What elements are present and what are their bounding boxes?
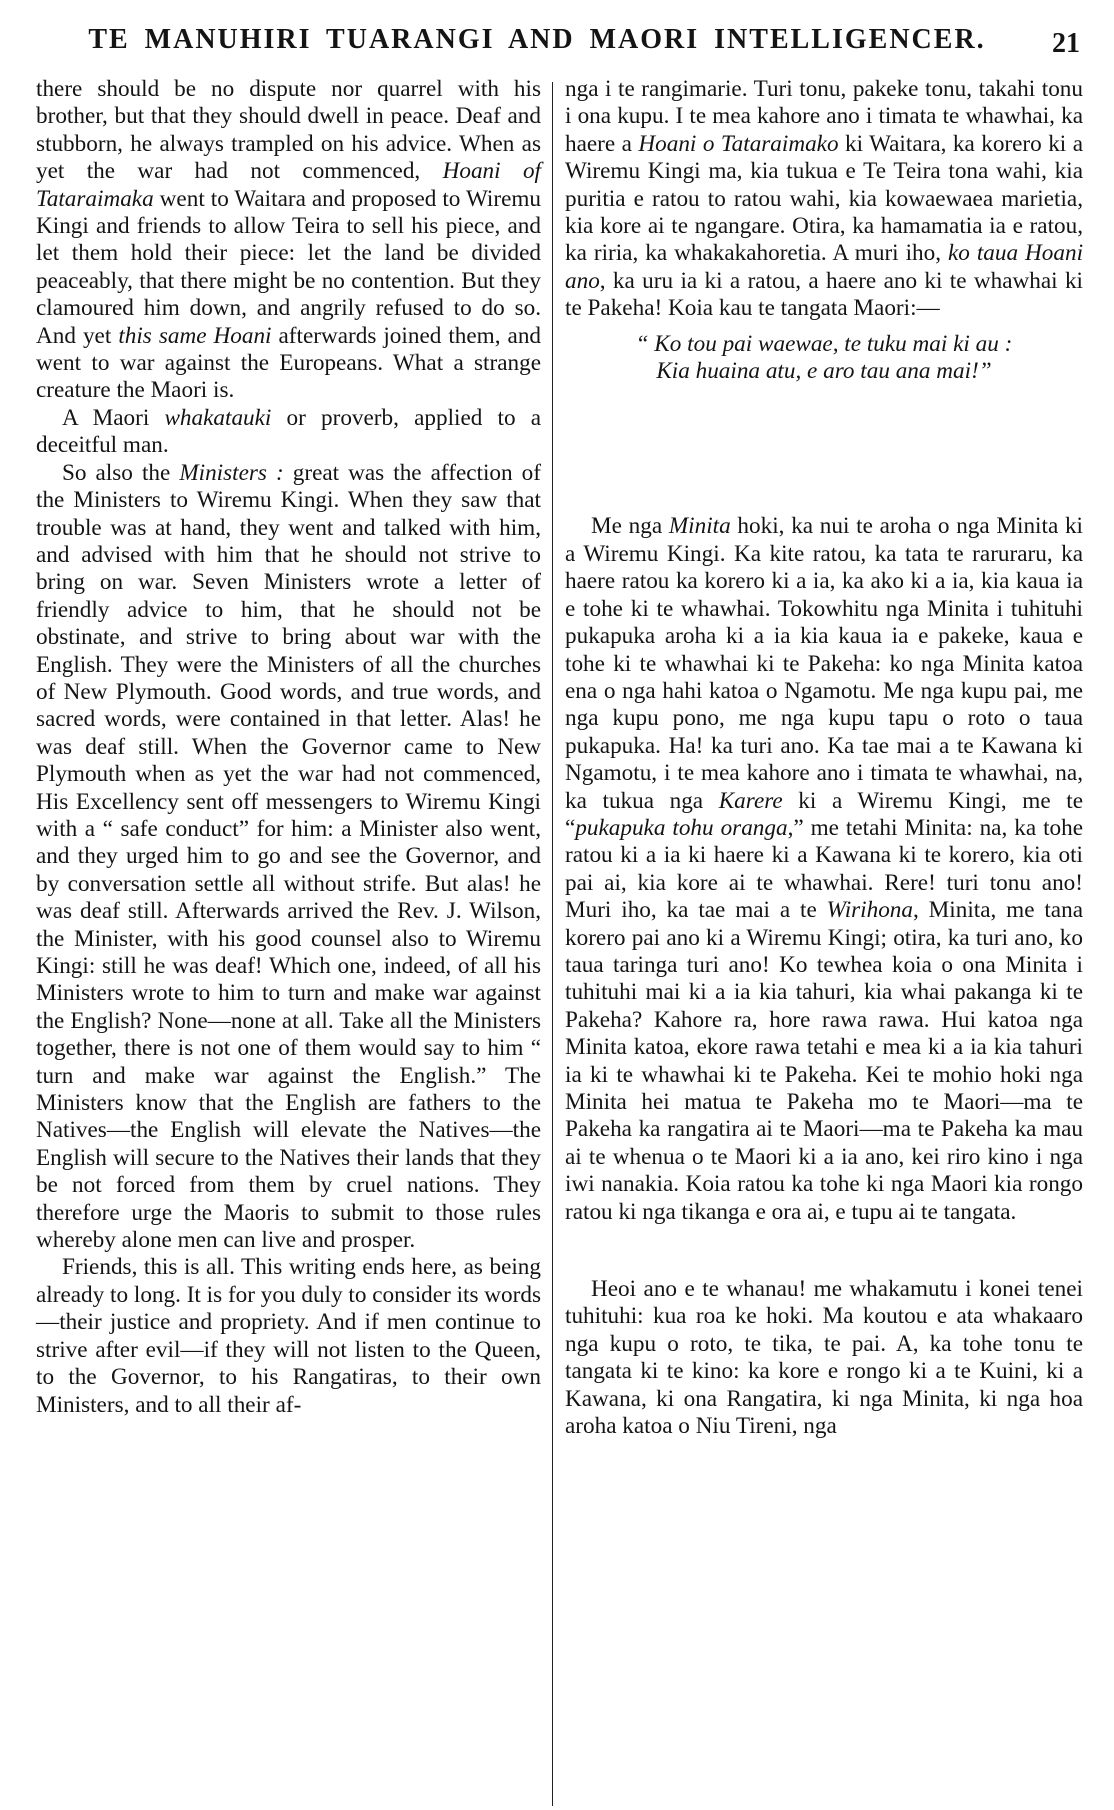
english-paragraph-closing [36, 1254, 541, 1418]
italic-text-run: Karere [718, 787, 783, 814]
maori-proverb-verse [565, 331, 1083, 386]
text-run: ki Waitara, ka korero ki a Wiremu Kingi ma, kia tukua e Te Teira tona wahi, kia puritia e ratou to ratou wahi, kia kowaewaea marietia, kia kore ai te ngangare. Otira, ka hamamatia ia e ratou, ka riria, ka whakakahoretia. A muri iho, [565, 130, 1083, 267]
english-column [36, 76, 541, 1419]
text-run: hoki, ka nui te aroha o nga Minita ki a Wiremu Kingi. Ka kite ratou, ka tata te raruraru, ka haere ratou ka korero ki a ia, ka ako ki a ia, kia kaua ia e tohe ki te whawhai. Tokowhitu nga Minita i tuhituhi pukapuka aroha ki a ia kia kaua ia e pakeke, kaua e tohe ki te whawhai ki te Pakeha: ko nga Minita katoa ena o nga hahi katoa o Ngamotu. Me nga kupu pai, me nga kupu pono, me nga kupu tapu o roto o taua pukapuka. Ha! ka turi ano. Ka tae mai a te Kawana ki Ngamotu, i te mea kahore ano i timata te whawhai, na, ka tukua nga [565, 513, 1084, 814]
text-run: there should be no dispute nor quarrel with his brother, but that they should dwell in peace. Deaf and stubborn, he always trampled on his advice. When as yet the war had not commenced, [36, 76, 541, 185]
text-run: great was the affection of the Ministers to Wiremu Kingi. When they saw that trouble was at hand, they went and talked with him, and advised with him that he should not strive to bring on war. Seven Ministers wrote a letter of friendly advice to him, that he should not be obstinate, and strive to bring about war with the English. They were the Ministers of all the churches of New Plymouth. Good words, and true words, and sacred words, were contained in that letter. Alas! he was deaf still. When the Governor came to New Plymouth when as yet the war had not commenced, His Excellency sent off messengers to Wiremu Kingi with a “ safe conduct” for him: a Minister also went, and they urged him to go and see the Governor, and by conversation settle all without strife. But alas! he was deaf still. Afterwards arrived the Rev. J. Wilson, the Minister, with his good counsel also to Wiremu Kingi: still he was deaf! Which one, indeed, of all his Ministers wrote to him to turn and make war against the English? None—none at all. Take all the Ministers together, there is not one of them would say to him “ turn and make war against the English.” The Ministers know that the English are fathers to the Natives—the English will elevate the Natives—the English will secure to the Natives their lands that they be not forced from them by cruel nations. They therefore urge the Maoris to submit to those rules whereby alone men can live and prosper. [36, 459, 541, 1254]
maori-column [565, 76, 1083, 1440]
text-run: , Minita, me tana korero pai ano ki a Wiremu Kingi; otira, ka turi ano, ko taua taringa turi ano! Ko tewhea koia o ona Minita i tuhituhi mai ki a ia kia tahuri, kia whai pakanga ki te Pakeha? Kahore ra, hore rawa rawa. Hui katoa nga Minita katoa, ekore rawa tetahi e mea ki a ia kia tahuri ia ki te whawhai ki te Pakeha. Kei te mohio hoki nga Minita hei matua te Pakeha mo te Maori—ma te Pakeha ka rangatira ai te Maori—ma te Pakeha ka mau ai te whenua o te Maori ki a ia ano, kei riro kino i nga iwi nanakia. Koia ratou ka tohe ki nga Maori kia rongo ratou ki nga tikanga e ora ai, e tupu ai te tangata. [565, 897, 1083, 1225]
italic-text-run: whakatauki [164, 404, 272, 431]
verse-line: Kia huaina atu, e aro tau ana mai!” [656, 358, 992, 385]
text-run: ,” me tetahi Minita: na, ka tohe ratou ki a ia ki haere ki a Kawana ki te korero, kia oti pai ai, kia kore ai te whawhai. Rere! turi tonu ano! Muri iho, ka tae mai a te [565, 814, 1083, 924]
text-run: or proverb, applied to a deceitful man. [36, 404, 541, 459]
text-run: nga i te rangimarie. Turi tonu, pakeke tonu, takahi tonu i ona kupu. I te mea kahore ano i timata te whawhai, ka haere a [565, 76, 1083, 157]
text-run: Heoi ano e te whanau! me whakamutu i konei tenei tuhituhi: kua roa ke hoki. Ma koutou e ata whakaaro nga kupu o roto, te tika, te pai. A, ka tohe tonu te tangata ki te kino: ka kore e rongo ki a te Kuini, ki a Kawana, ki ona Rangatira, ki nga Minita, ki nga hoa aroha katoa o Niu Tireni, nga [565, 1276, 1083, 1440]
text-run: ki a Wiremu Kingi, me te “ [565, 787, 1083, 841]
italic-text-run: ko taua Hoani ano [565, 240, 1084, 294]
text-run: went to Waitara and proposed to Wiremu Kingi and friends to allow Teira to sell his piece, and let them hold their piece: let the land be divided peaceably, that there might be no contention. But they clamoured him down, and angrily refused to do so. And yet [36, 185, 541, 349]
english-paragraph-proverb [36, 405, 541, 460]
running-head [0, 6, 1114, 66]
italic-text-run: pukapuka tohu oranga [575, 814, 788, 841]
column-divider [552, 82, 553, 1806]
page-title: TE MANUHIRI TUARANGI AND MAORI INTELLIGENCER. [88, 24, 986, 55]
text-run: , ka uru ia ki a ratou, a haere ano ki te whawhai ki te Pakeha! Koia kau te tangata Maori:— [565, 267, 1083, 322]
text-run: Friends, this is all. This writing ends here, as being already to long. It is for you duly to consider its words—their justice and propriety. And if men continue to strive after evil—if they will not listen to the Queen, to the Governor, to his Rangatiras, to their own Ministers, and to all their af- [36, 1254, 541, 1418]
verse-line: “ Ko tou pai waewae, te tuku mai ki au : [635, 330, 1013, 357]
english-paragraph-hoani [36, 76, 541, 405]
english-paragraph-ministers [36, 460, 541, 1255]
maori-paragraph-closing [565, 1276, 1083, 1440]
italic-text-run: Minita [668, 513, 731, 540]
spacer [565, 1226, 1083, 1276]
italic-text-run: Ministers : [179, 459, 284, 486]
italic-text-run: Hoani o Tataraimako [638, 130, 839, 157]
spacer [565, 385, 1083, 513]
maori-paragraph-hoani [565, 76, 1083, 323]
italic-text-run: Hoani of Tataraimaka [36, 158, 541, 212]
text-run: afterwards joined them, and went to war against the Europeans. What a strange creature the Maori is. [36, 322, 542, 404]
text-run: A Maori [62, 404, 165, 431]
page-number: 21 [1052, 28, 1080, 59]
italic-text-run: this same Hoani [118, 322, 272, 349]
text-run: So also the [62, 459, 180, 486]
text-run: Me nga [591, 513, 669, 540]
italic-text-run: Wirihona [826, 897, 913, 924]
maori-paragraph-ministers [565, 513, 1083, 1226]
